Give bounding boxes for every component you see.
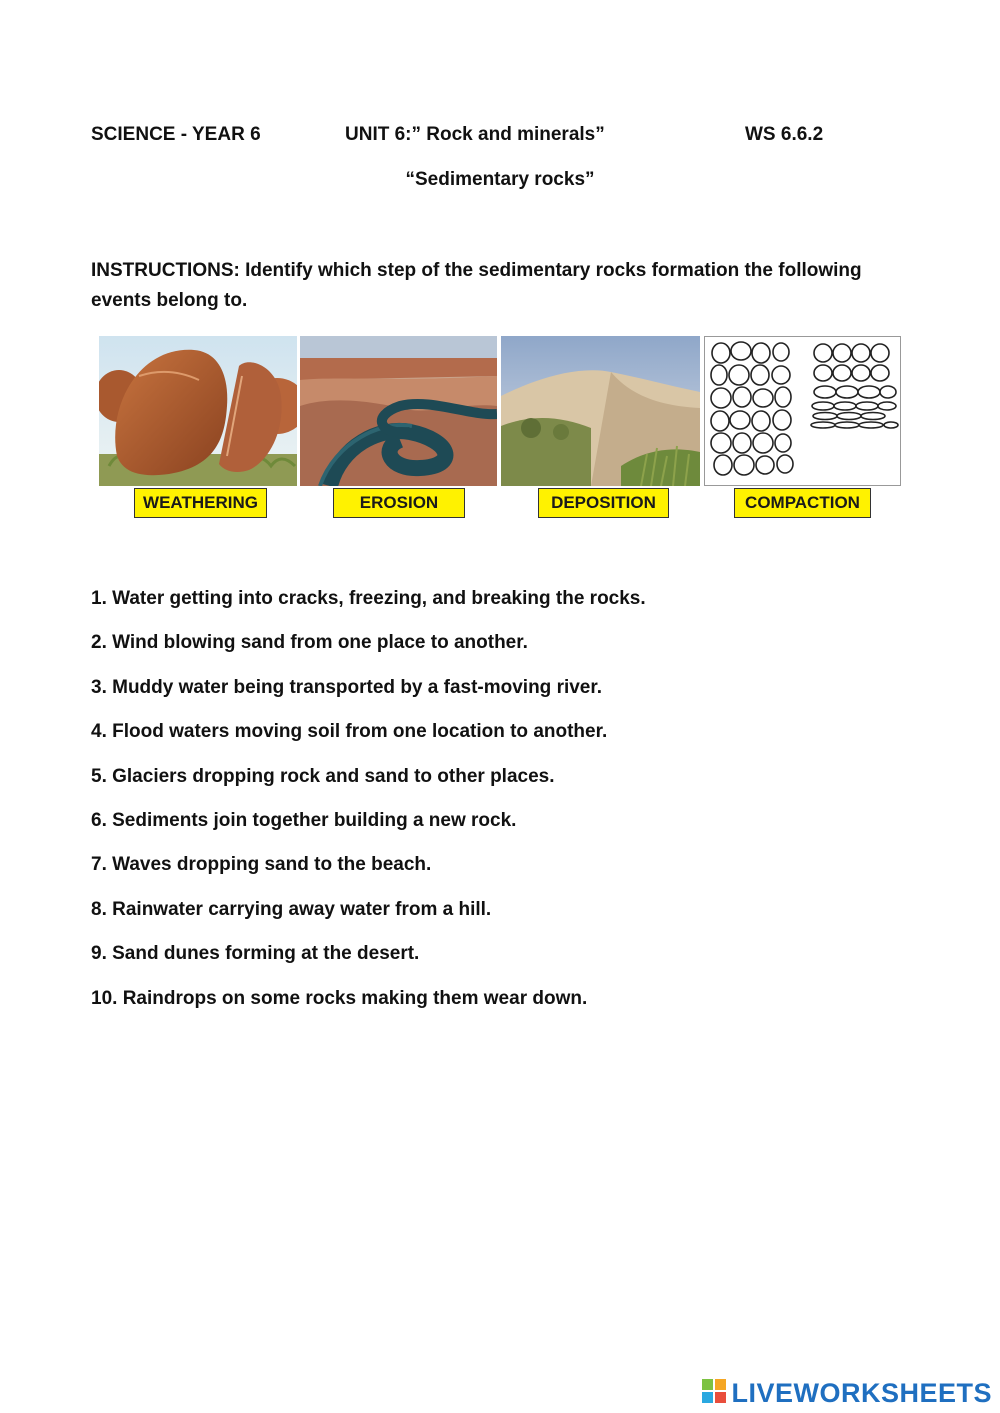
list-item: 8. Rainwater carrying away water from a hill.: [91, 898, 492, 920]
brand-name: LIVEWORKSHEETS: [731, 1378, 992, 1408]
worksheet-code: WS 6.6.2: [745, 124, 824, 145]
list-item: 9. Sand dunes forming at the desert.: [91, 943, 420, 965]
label-deposition: DEPOSITION: [538, 488, 669, 518]
liveworksheets-logo-icon: [701, 1378, 727, 1409]
question-list: [91, 584, 891, 1028]
label-weathering: WEATHERING: [134, 488, 267, 518]
list-item: 6. Sediments join together building a new rock.: [91, 809, 517, 831]
label-erosion: EROSION: [333, 488, 465, 518]
unit-heading: UNIT 6:” Rock and minerals”: [345, 124, 605, 145]
label-compaction: COMPACTION: [734, 488, 871, 518]
instructions-text: INSTRUCTIONS: Identify which step of the sedimentary rocks formation the following events belong to.: [91, 260, 862, 311]
list-item: 3. Muddy water being transported by a fast-moving river.: [91, 676, 602, 698]
list-item: 4. Flood waters moving soil from one location to another.: [91, 721, 608, 743]
worksheet-title: “Sedimentary rocks”: [405, 169, 595, 190]
list-item: 1. Water getting into cracks, freezing, and breaking the rocks.: [91, 588, 646, 609]
list-item: 10. Raindrops on some rocks making them wear down.: [91, 987, 588, 1009]
compaction-image: [704, 336, 901, 486]
list-item: 2. Wind blowing sand from one place to another.: [91, 632, 528, 654]
list-item: 5. Glaciers dropping rock and sand to other places.: [91, 765, 555, 787]
deposition-image: [501, 336, 700, 486]
weathering-image: [99, 336, 297, 486]
brand-logo[interactable]: [701, 1378, 992, 1409]
list-item: 7. Waves dropping sand to the beach.: [91, 854, 432, 876]
erosion-image: [300, 336, 497, 486]
subject-heading: SCIENCE - YEAR 6: [91, 124, 261, 145]
